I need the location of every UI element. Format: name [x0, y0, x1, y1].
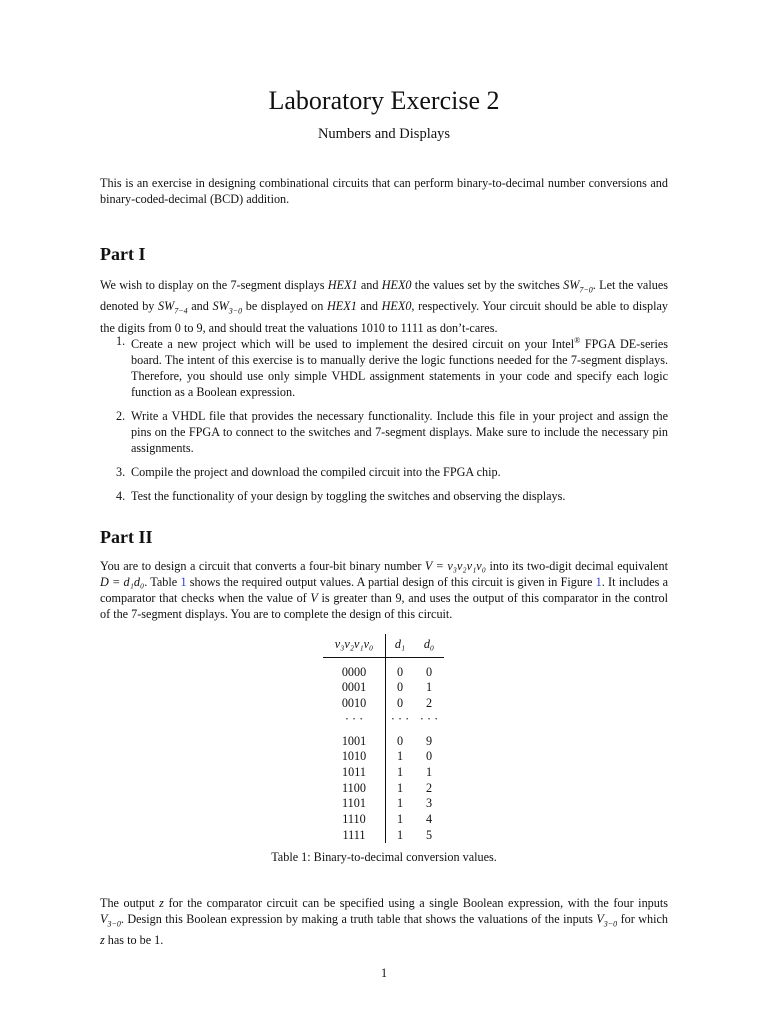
table-row: 0000 0 0: [323, 657, 444, 680]
v-range-math: $V_{3-0}$: [596, 912, 618, 929]
table-caption: Table 1: Binary-to-decimal conversion values.: [271, 850, 497, 864]
header-d1: d₁: [386, 634, 415, 657]
table-row: 1001 0 9: [323, 728, 444, 750]
list-item: 1. Create a new project which will be used to implement the desired circuit on your Intel® FPGA DE-series board. The intent of this exercise is to manually derive the logic functions needed for the 7-segment displays. Therefore, you should use only simple VHDL assignment statements in your code and specify each logic function as a Boolean expression.: [116, 334, 668, 400]
part1-heading: Part I: [100, 244, 146, 264]
z-math: z: [100, 933, 105, 948]
figure-reference-link[interactable]: 1: [595, 575, 602, 589]
page-number: 1: [380, 966, 388, 980]
table-row: 0001 0 1: [323, 680, 444, 696]
table-row: · · · · · · · · ·: [323, 712, 444, 728]
part2-paragraph: You are to design a circuit that converts a four-bit binary number V = v₃v₂v₁v₀ into its two-digit decimal equivalent D = d₁d₀. Table 1 shows the required output values. A partial design of this circuit is given in Figure 1. It includes a comparator that checks when the value of V is greater than 9, and uses the output of this comparator in the control of the 7-segment displays. You are to complete the design of this circuit.: [100, 559, 669, 621]
hex1-label: HEX1: [327, 278, 358, 292]
v-range-math: $V_{3-0}$: [100, 912, 121, 929]
document-subtitle: Numbers and Displays: [317, 126, 451, 142]
table-row: 1100 1 2: [323, 781, 444, 797]
table-row: 1101 1 3: [323, 796, 444, 812]
v-math: V = v₃v₂v₁v₀: [424, 559, 486, 573]
header-d0: d₀: [414, 634, 444, 657]
sw-lo-math: $SW_{3-0}$: [212, 299, 243, 316]
document-title: Laboratory Exercise 2: [268, 86, 500, 115]
hex0-label: HEX0: [381, 278, 412, 292]
part2-heading: Part II: [100, 527, 153, 547]
table-reference-link[interactable]: 1: [180, 575, 187, 589]
table-row: 1010 1 0: [323, 749, 444, 765]
hex1-label: HEX1: [327, 299, 357, 314]
list-item: 4. Test the functionality of your design by toggling the switches and observing the displays.: [116, 489, 566, 504]
sw-all-math: $SW_{7-0}$: [563, 278, 593, 295]
table-row: 1011 1 1: [323, 765, 444, 781]
sw-hi-math: $SW_{7-4}$: [158, 299, 188, 316]
table-header-row: [323, 634, 444, 657]
conversion-table: [323, 634, 444, 843]
v-math: V: [310, 591, 318, 605]
header-v: v₃v₂v₁v₀: [323, 634, 386, 657]
part1-paragraph: We wish to display on the 7-segment displays HEX1 and HEX0 the values set by the switches $SW_{7-0}$. Let the values denoted by $SW_{7-4}$ and $SW_{3-0}$ be displayed on HEX1 and HEX0, respectively. Your circuit should be able to display the digits from 0 to 9, and should treat the valuations 1010 to 1111 as don’t-cares.: [100, 278, 668, 335]
list-item: 3. Compile the project and download the compiled circuit into the FPGA chip.: [116, 465, 501, 480]
hex0-label: HEX0: [381, 299, 412, 314]
part1-steps-list: [100, 333, 668, 504]
list-item: 2. Write a VHDL file that provides the necessary functionality. Include this file in your project and assign the pins on the FPGA to connect to the switches and 7-segment displays. Make sure to include the necessary pin assignments.: [116, 409, 668, 456]
intro-paragraph: This is an exercise in designing combinational circuits that can perform binary-to-decimal number conversions and binary-coded-decimal (BCD) addition.: [100, 176, 668, 206]
z-math: z: [159, 896, 164, 910]
d-math: D = d₁d₀: [100, 575, 145, 589]
table-row: 1111 1 5: [323, 828, 444, 844]
table-row: 0010 0 2: [323, 696, 444, 712]
part2-paragraph-2: The output z for the comparator circuit can be specified using a single Boolean expression, with the four inputs $V_{3-0}$. Design this Boolean expression by making a truth table that shows the valuations of the inputs $V_{3-0}$ for which z has to be 1.: [100, 896, 669, 948]
table-row: 1110 1 4: [323, 812, 444, 828]
